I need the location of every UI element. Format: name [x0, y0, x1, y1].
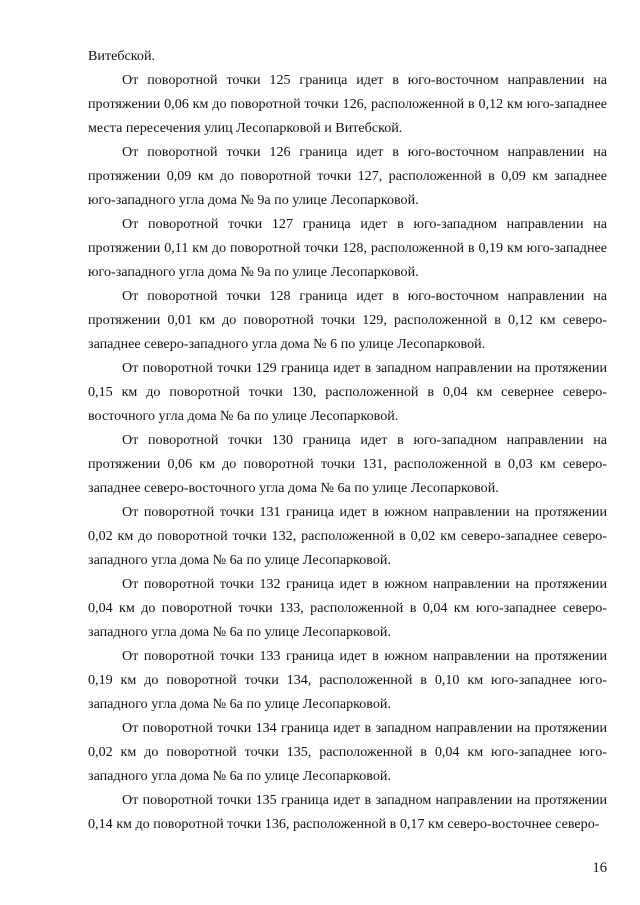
paragraph-126: От поворотной точки 126 граница идет в юго-восточном направлении на протяжении 0,09 км до поворотной точки 127, расположенной в 0,09 км западнее юго-западного угла дома № 9а по улице Лесопарковой. [88, 144, 607, 208]
paragraph-125: От поворотной точки 125 граница идет в юго-восточном направлении на протяжении 0,06 км до поворотной точки 126, расположенной в 0,12 км юго-западнее места пересечения улиц Лесопарковой и Витебской. [88, 72, 607, 136]
paragraph-135: От поворотной точки 135 граница идет в западном направлении на протяжении 0,14 км до поворотной точки 136, расположенной в 0,17 км северо-восточнее северо- [88, 792, 607, 832]
paragraph-133: От поворотной точки 133 граница идет в южном направлении на протяжении 0,19 км до поворотной точки 134, расположенной в 0,10 км юго-западнее юго-западного угла дома № 6а по улице Лесопарковой. [88, 648, 607, 712]
paragraph-134: От поворотной точки 134 граница идет в западном направлении на протяжении 0,02 км до поворотной точки 135, расположенной в 0,04 км юго-западнее юго-западного угла дома № 6а по улице Лесопарковой. [88, 720, 607, 784]
paragraph-132: От поворотной точки 132 граница идет в южном направлении на протяжении 0,04 км до поворотной точки 133, расположенной в 0,04 км юго-западнее северо-западного угла дома № 6а по улице Лесопарковой. [88, 576, 607, 640]
paragraph-129: От поворотной точки 129 граница идет в западном направлении на протяжении 0,15 км до поворотной точки 130, расположенной в 0,04 км севернее северо-восточного угла дома № 6а по улице Лесопарковой. [88, 360, 607, 424]
paragraph-127: От поворотной точки 127 граница идет в юго-западном направлении на протяжении 0,11 км до поворотной точки 128, расположенной в 0,19 км юго-западнее юго-западного угла дома № 9а по улице Лесопарковой. [88, 216, 607, 280]
paragraph-130: От поворотной точки 130 граница идет в юго-западном направлении на протяжении 0,06 км до поворотной точки 131, расположенной в 0,03 км северо-западнее северо-восточного угла дома № 6а по улице Лесопарковой. [88, 432, 607, 496]
paragraph-131: От поворотной точки 131 граница идет в южном направлении на протяжении 0,02 км до поворотной точки 132, расположенной в 0,02 км северо-западнее северо-западного угла дома № 6а по улице Лесопарковой. [88, 504, 607, 568]
paragraph-128: От поворотной точки 128 граница идет в юго-восточном направлении на протяжении 0,01 км до поворотной точки 129, расположенной в 0,12 км северо-западнее северо-западного угла дома № 6 по улице Лесопарковой. [88, 288, 607, 352]
carryover-text: Витебской. [88, 48, 156, 64]
page-number: 16 [592, 860, 607, 876]
